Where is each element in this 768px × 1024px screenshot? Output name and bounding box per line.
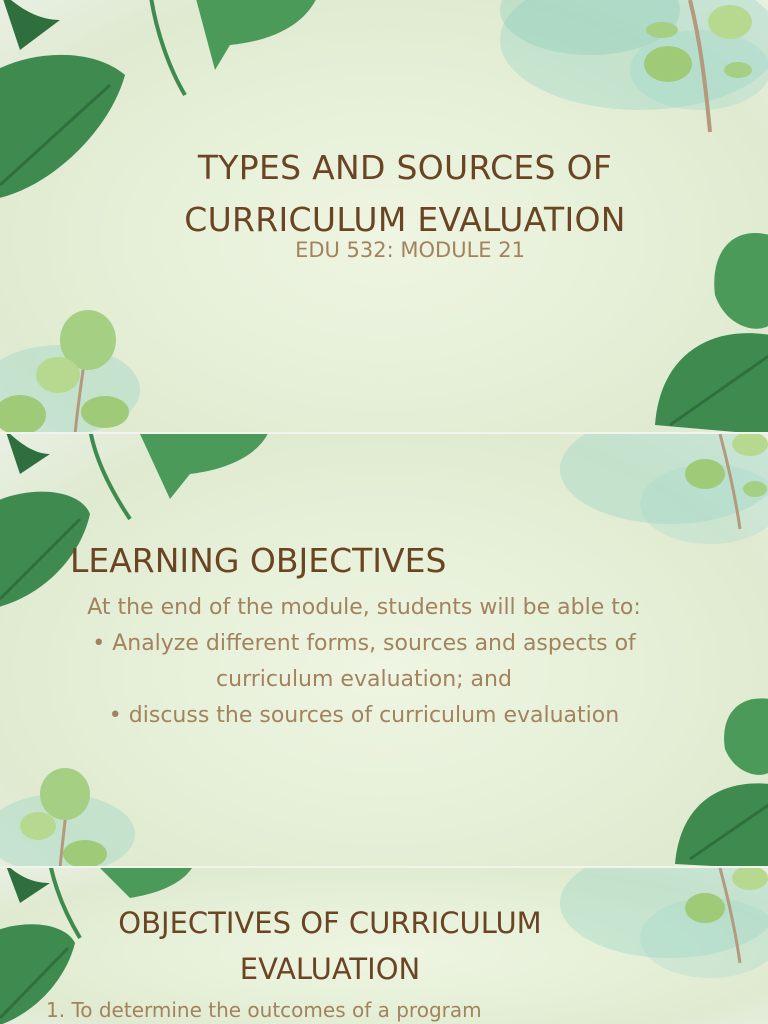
slide-1 bbox=[0, 0, 768, 432]
title-line: EVALUATION bbox=[239, 952, 421, 986]
slide-3 bbox=[0, 868, 768, 1024]
objectives-list bbox=[50, 626, 678, 734]
slide-2-body bbox=[50, 590, 678, 734]
eucalyptus-sprig-icon bbox=[670, 434, 768, 534]
eucalyptus-sprig-icon bbox=[0, 764, 180, 866]
slide-2 bbox=[0, 434, 768, 866]
eucalyptus-sprig-icon bbox=[670, 868, 768, 968]
title-line: OBJECTIVES OF CURRICULUM bbox=[118, 906, 542, 940]
eucalyptus-sprig-icon bbox=[620, 0, 768, 140]
slide-3-title bbox=[60, 900, 600, 992]
slide-1-title bbox=[100, 142, 710, 246]
title-line: CURRICULUM EVALUATION bbox=[184, 200, 626, 239]
eucalyptus-sprig-icon bbox=[0, 300, 200, 432]
title-line: TYPES AND SOURCES OF bbox=[197, 148, 613, 187]
slide-2-title: LEARNING OBJECTIVES bbox=[70, 541, 447, 580]
slide-1-subtitle: EDU 532: MODULE 21 bbox=[295, 238, 525, 262]
list-item: • discuss the sources of curriculum evaluation bbox=[50, 698, 678, 734]
intro-text: At the end of the module, students will be able to: bbox=[87, 595, 641, 620]
list-item: • Analyze different forms, sources and aspects of curriculum evaluation; and bbox=[50, 626, 678, 698]
slide-3-first-item: 1. To determine the outcomes of a program bbox=[46, 998, 482, 1022]
